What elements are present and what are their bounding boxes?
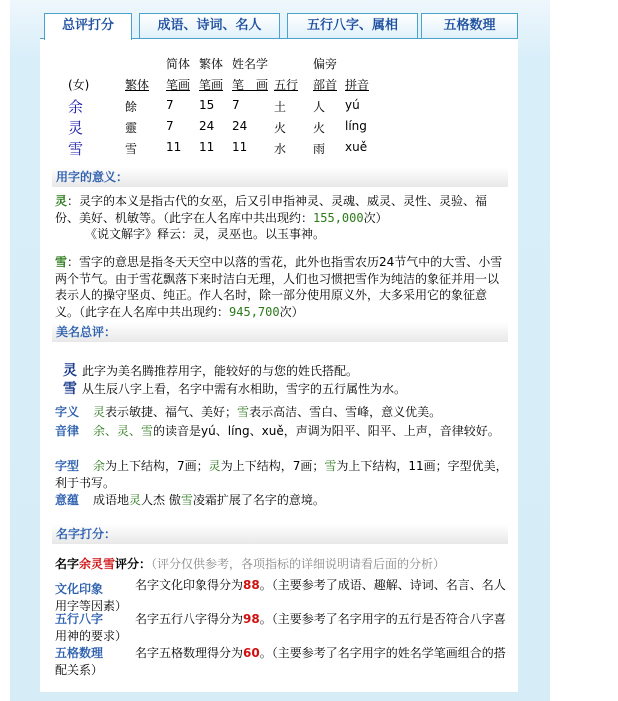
text: 雪字的意思是指冬天天空中以落的雪花，此外也指雪农历24节气中的大雪、小雪两个节气。由于雪花飘落下来时洁白无理，人们也习惯把雪作为纯洁的象征并用一以表示人的操守坚贞、纯正。作人名时，除一部分使用原义外，大多采用它的象征意义。（此字在人名库中共出现约：: [55, 255, 503, 319]
score-item-culture: [55, 577, 510, 614]
text: 表示敏捷、福气、美好；: [105, 405, 238, 419]
th-top: 繁体: [199, 57, 224, 71]
text: 灵字的本义是指古代的女巫，后又引申指神灵、灵魂、威灵、灵性、灵验、福份、美好、机敏等。（此字在人名库中共出现约：: [55, 194, 488, 225]
meaning-ling: [55, 193, 510, 243]
label: 字型: [55, 459, 80, 473]
name-char: 灵: [68, 119, 84, 137]
tab-idioms-poems[interactable]: 成语、诗词、名人: [139, 13, 280, 39]
cell: 雪: [125, 142, 138, 156]
char: 灵: [93, 405, 106, 419]
text: 从生辰八字上看，名字中需有水相助，雪字的五行属性为水。: [82, 382, 407, 396]
label: 五格数理: [55, 646, 104, 660]
char: 灵: [129, 493, 142, 507]
summary-ling: [58, 363, 513, 380]
gender-label: (女): [68, 78, 90, 92]
name-char: 雪: [68, 140, 84, 158]
char: 雪: [63, 381, 77, 397]
score: 88: [243, 578, 260, 592]
cell: 靈: [125, 121, 138, 135]
count: 155,000: [313, 210, 364, 225]
cell: 火: [274, 121, 287, 135]
cell: 7: [232, 98, 240, 112]
score: 98: [243, 612, 260, 626]
text: 名字: [55, 557, 80, 571]
cell: 7: [166, 119, 174, 133]
cell: 11: [166, 140, 182, 154]
section-title-summary: 美名总评：: [52, 322, 508, 342]
note: （评分仅供参考，各项指标的详细说明请看后面的分析）: [151, 557, 446, 571]
text: 人杰 傲: [141, 493, 181, 507]
text: 次）: [363, 210, 388, 225]
section-title-meaning: 用字的意义：: [52, 167, 508, 187]
cell: 餘: [125, 100, 138, 114]
cell: líng: [345, 119, 367, 133]
th: 笔画: [166, 78, 191, 92]
cell: 水: [274, 142, 287, 156]
label: 五行八字: [55, 612, 104, 626]
char: 雪: [324, 459, 337, 473]
score: 60: [243, 646, 260, 660]
score-item-wuge: [55, 645, 510, 678]
cell: 雨: [313, 142, 326, 156]
text: 评分：: [115, 557, 152, 571]
cell: 土: [274, 100, 287, 114]
chars: 余、灵、雪: [93, 424, 154, 438]
th: 笔画: [199, 78, 224, 92]
text: 为上下结构，7画；: [105, 459, 209, 473]
char: 灵: [55, 194, 68, 208]
count: 945,700: [229, 304, 280, 319]
name: 余灵雪: [79, 557, 116, 571]
text: 。（主要参考了成语、趣解、诗词、名言、名人用字等因素）: [55, 578, 506, 613]
text: 表示高洁、雪白、雪峰，意义优美。: [249, 405, 442, 419]
quote: 《说文解字》释云：灵，灵巫也。以玉事神。: [85, 227, 326, 241]
label: 音律: [55, 424, 80, 438]
th-top: 简体: [166, 57, 191, 71]
score-heading: [55, 556, 510, 573]
tab-wuge[interactable]: 五格数理: [421, 13, 518, 39]
text: 次）: [279, 304, 304, 319]
tab-wuxing-bazi[interactable]: 五行八字、属相: [287, 13, 418, 39]
section-title-score: 名字打分：: [52, 524, 508, 544]
cell: 11: [199, 140, 215, 154]
label: 文化印象: [55, 582, 104, 596]
th-top: 姓名学: [232, 57, 269, 71]
text: 名字五行八字得分为: [135, 612, 244, 626]
cell: 15: [199, 98, 215, 112]
text: 名字五格数理得分为: [135, 646, 244, 660]
summary-zixing: [55, 458, 510, 491]
char: 灵: [63, 363, 77, 379]
text: 为上下结构，11画；字型优美，利于书写。: [55, 459, 508, 490]
text: 为上下结构，7画；: [220, 459, 325, 473]
char: 雪: [180, 493, 193, 507]
char: 雪: [55, 255, 68, 269]
name-char: 余: [68, 98, 84, 116]
char: 灵: [208, 459, 221, 473]
text: 的读音是yú、líng、xuě，声调为阳平、阳平、上声，音律较好。: [153, 424, 500, 438]
summary-yiyun: [55, 492, 510, 509]
label: 字义: [55, 405, 80, 419]
cell: yú: [345, 98, 360, 112]
th: 繁体: [125, 78, 150, 92]
cell: 24: [199, 119, 215, 133]
text: 。（主要参考了名字用字的姓名学笔画组合的搭配关系）: [55, 646, 506, 677]
tab-overall-score[interactable]: 总评打分: [44, 13, 132, 40]
cell: 24: [232, 119, 248, 133]
cell: 11: [232, 140, 248, 154]
summary-yinlv: [55, 423, 510, 440]
label: 意蕴: [55, 493, 80, 507]
char: 余: [93, 459, 106, 473]
meaning-xue: [55, 254, 510, 320]
cell: 火: [313, 121, 326, 135]
th: 部首: [313, 78, 338, 92]
text: 成语地: [93, 493, 130, 507]
colon: ：: [67, 194, 80, 208]
summary-ziyi: [55, 404, 510, 421]
cell: 7: [166, 98, 174, 112]
text: 此字为美名腾推荐用字，能较好的与您的姓氏搭配。: [82, 364, 359, 378]
char: 雪: [237, 405, 250, 419]
th: 拼音: [345, 78, 370, 92]
score-item-wuxing: [55, 611, 510, 644]
summary-xue: [58, 381, 513, 398]
th-top: 偏旁: [313, 57, 338, 71]
text: 名字文化印象得分为: [135, 578, 244, 592]
text: 凌霜扩展了名字的意境。: [192, 493, 325, 507]
text: 。（主要参考了名字用字的五行是否符合八字喜用神的要求）: [55, 612, 506, 643]
th: 笔 画: [232, 78, 269, 92]
th: 五行: [274, 78, 299, 92]
cell: xuě: [345, 140, 368, 154]
colon: ：: [67, 255, 80, 269]
cell: 人: [313, 100, 326, 114]
